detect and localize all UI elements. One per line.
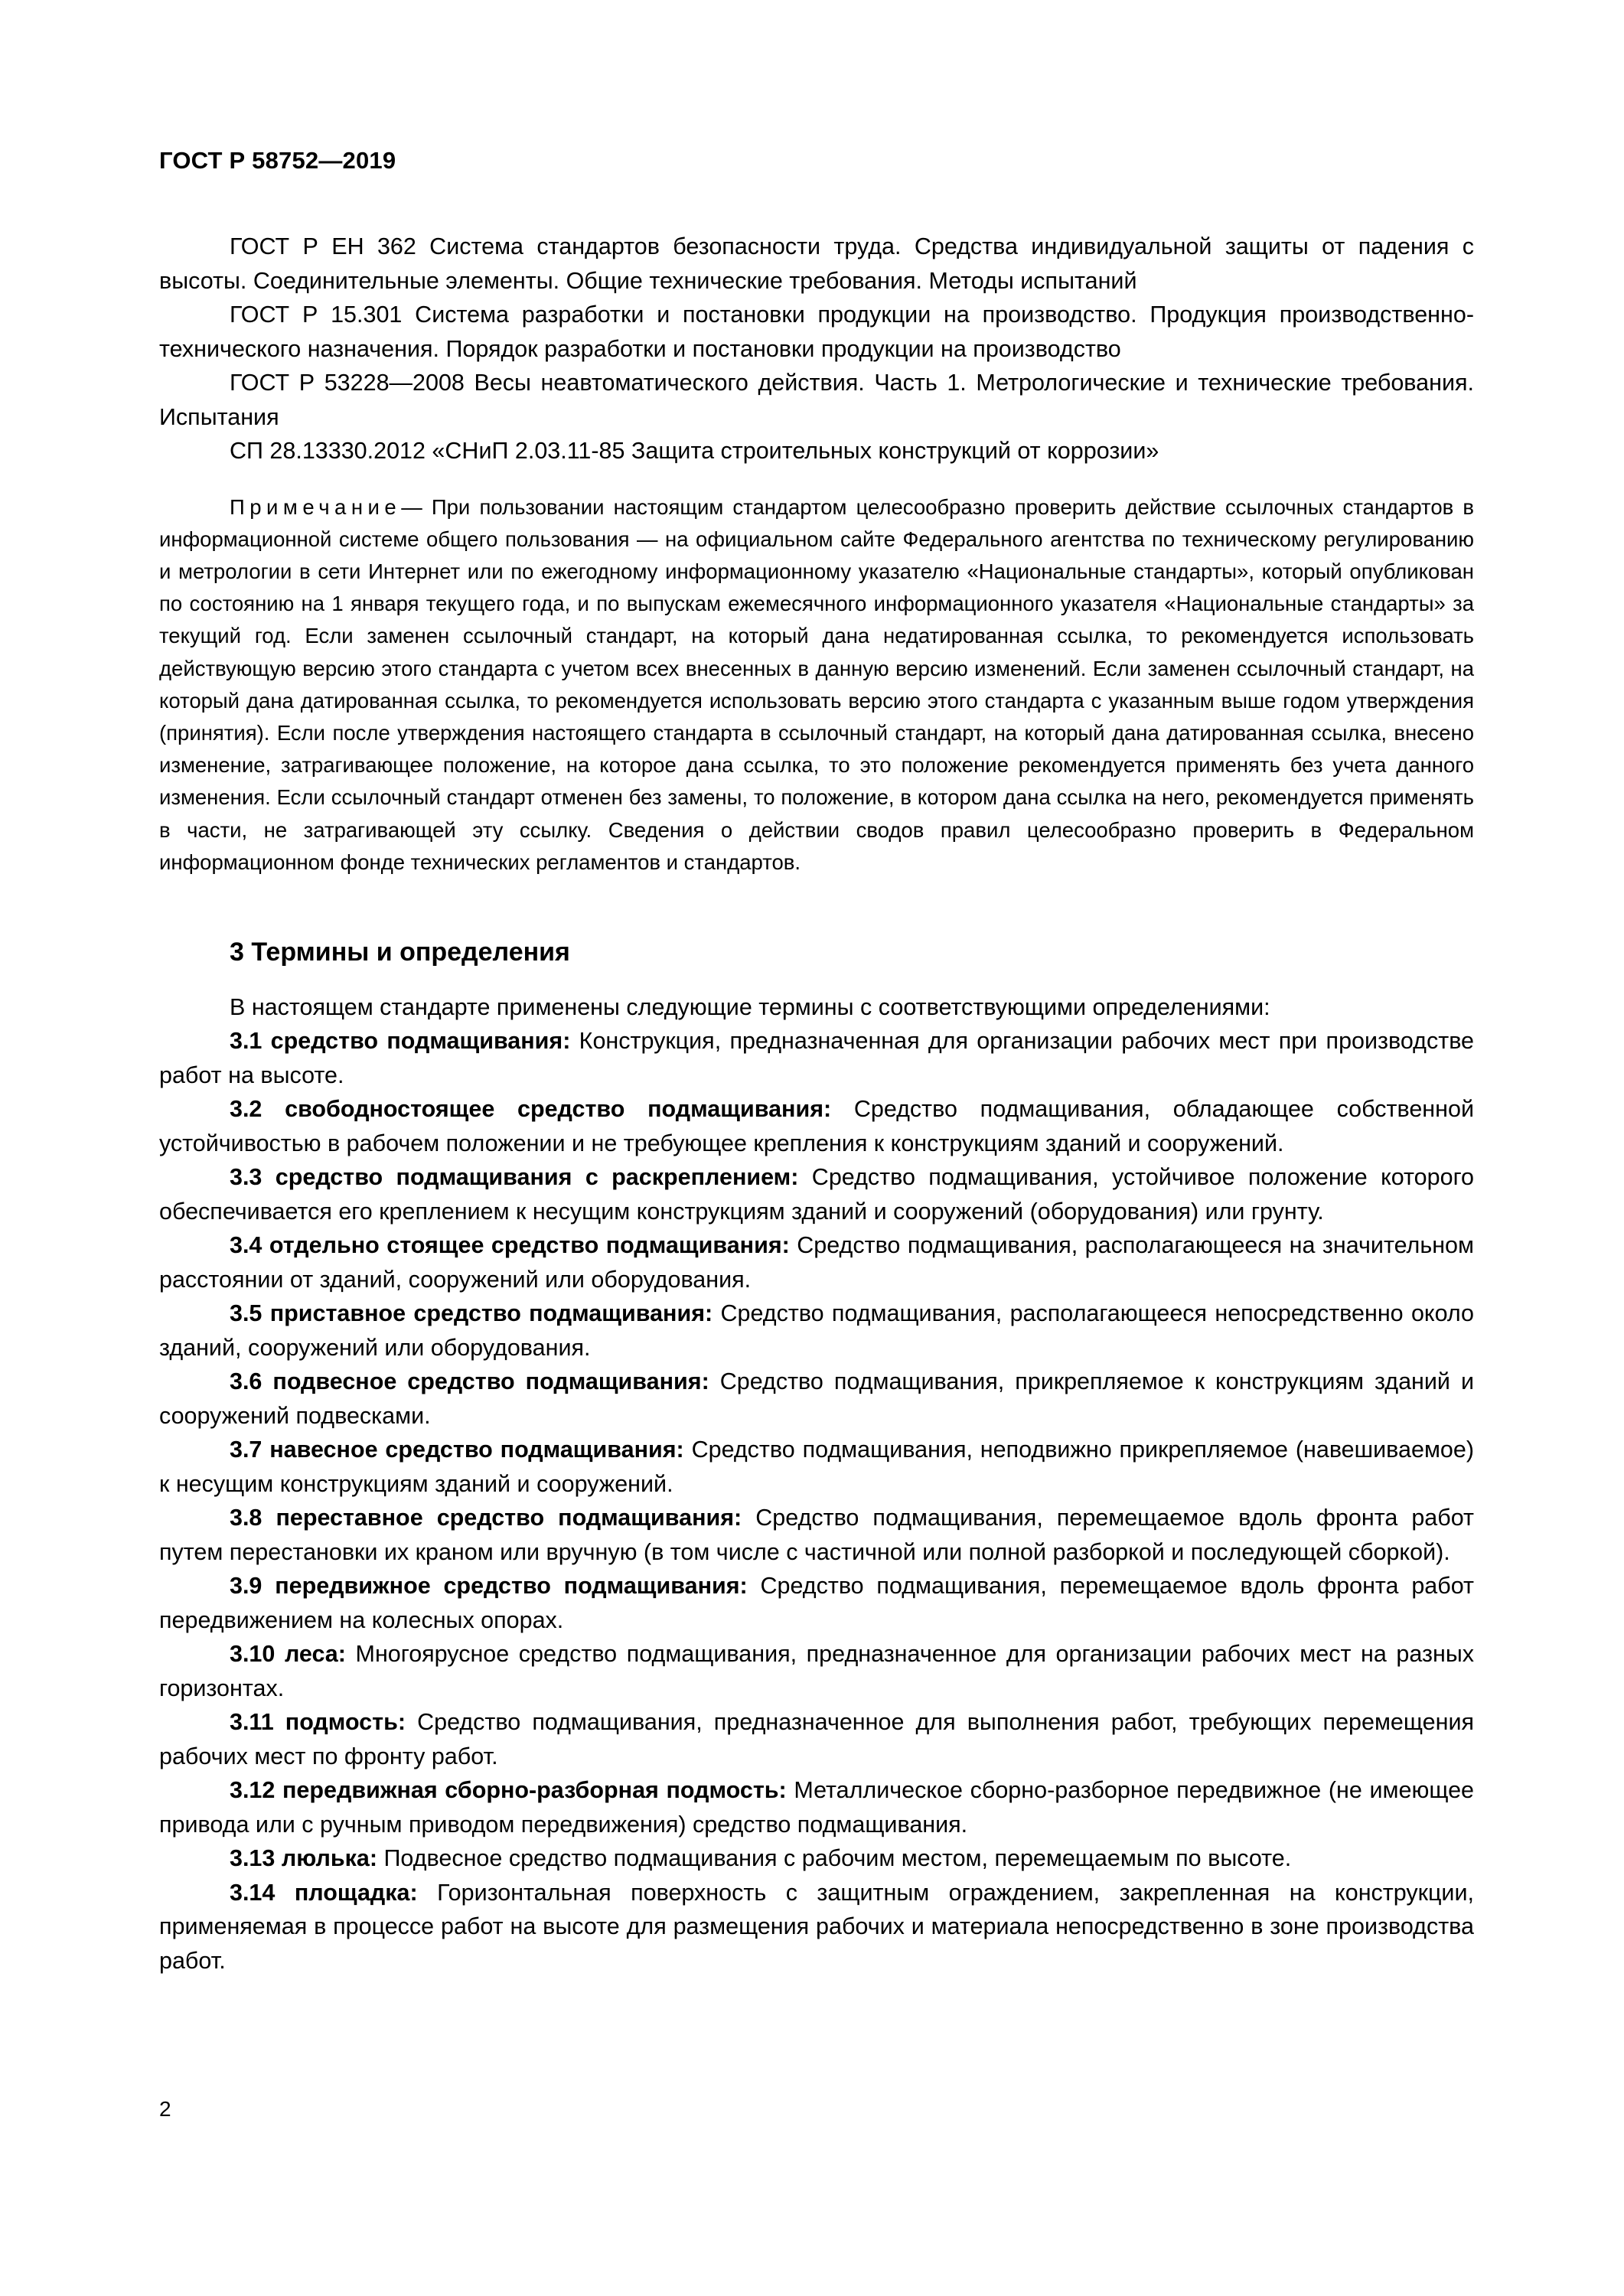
reference-item: ГОСТ Р ЕН 362 Система стандартов безопасности труда. Средства индивидуальной защиты от падения с высоты. Соединительные элементы. Общие технические требования. Методы испытаний — [159, 233, 1474, 294]
term-label: 3.13 люлька: — [230, 1845, 378, 1872]
term-label: 3.4 отдельно стоящее средство подмащивания: — [230, 1232, 790, 1259]
term-entry — [159, 1296, 1474, 1365]
term-label: 3.11 подмость: — [230, 1709, 406, 1736]
term-definition: Металлическое сборно-разборное передвижное (не имеющее привода или с ручным приводом передвижения) средство подмащивания. — [159, 1777, 1474, 1838]
term-label: 3.3 средство подмащивания с раскреплением: — [230, 1164, 799, 1191]
terms-intro: В настоящем стандарте применены следующие термины с соответствующими определениями: — [230, 993, 1270, 1020]
term-label: 3.8 переставное средство подмащивания: — [230, 1505, 742, 1531]
reference-item: СП 28.13330.2012 «СНиП 2.03.11-85 Защита строительных конструкций от коррозии» — [230, 438, 1159, 464]
term-entry — [159, 1773, 1474, 1841]
term-label: 3.1 средство подмащивания: — [230, 1028, 571, 1055]
term-definition: Средство подмащивания, прикрепляемое к конструкциям зданий и сооружений подвесками. — [159, 1368, 1474, 1429]
note-label: Примечание — [230, 494, 402, 519]
term-label: 3.5 приставное средство подмащивания: — [230, 1300, 713, 1327]
term-label: 3.14 площадка: — [230, 1879, 418, 1906]
term-entry — [159, 1705, 1474, 1773]
term-entry — [159, 1024, 1474, 1092]
term-entry — [159, 1569, 1474, 1637]
term-label: 3.6 подвесное средство подмащивания: — [230, 1368, 709, 1395]
term-entry — [159, 1433, 1474, 1501]
term-label: 3.2 свободностоящее средство подмащивания: — [230, 1096, 832, 1123]
term-entry — [159, 1876, 1474, 1978]
term-label: 3.7 навесное средство подмащивания: — [230, 1437, 684, 1463]
term-entry — [159, 1092, 1474, 1160]
term-definition: Средство подмащивания, обладающее собственной устойчивостью в рабочем положении и не требующее крепления к конструкциям зданий и сооружений. — [159, 1096, 1474, 1156]
term-entry — [159, 1841, 1474, 1876]
term-definition: Многоярусное средство подмащивания, предназначенное для организации рабочих мест на разных горизонтах. — [159, 1641, 1474, 1701]
note-text: При пользовании настоящим стандартом целесообразно проверить действие ссылочных стандартов в информационной системе общего пользования — на официальном сайте Федерального агентства по техническому регулированию и метрологии в сети Интернет или по ежегодному информационному указателю «Национальные стандарты», который опубликован по состоянию на 1 января текущего года, и по выпускам ежемесячного информационного указателя «Национальные стандарты» за текущий год. Если заменен ссылочный стандарт, на который дана недатированная ссылка, то рекомендуется использовать действующую версию этого стандарта с учетом всех внесенных в данную версию изменений. Если заменен ссылочный стандарт, на который дана датированная ссылка, то рекомендуется использовать версию этого стандарта с указанным выше годом утверждения (принятия). Если после утверждения настоящего стандарта в ссылочный стандарт, на который дана датированная ссылка, внесено изменение, затрагивающее положение, на которое дана ссылка, то это положение рекомендуется применять без учета данного изменения. Если ссылочный стандарт отменен без замены, то положение, в котором дана ссылка на него, рекомендуется применять в части, не затрагивающей эту ссылку. Сведения о действии сводов правил целесообразно проверить в Федеральном информационном фонде технических регламентов и стандартов. — [159, 494, 1475, 874]
terms-list — [159, 990, 1474, 1978]
note-dash: — — [401, 494, 422, 519]
term-definition: Конструкция, предназначенная для организации рабочих мест при производстве работ на высоте. — [159, 1028, 1475, 1088]
section-heading-terms-and-definitions: 3 Термины и определения — [230, 937, 570, 967]
term-entry — [159, 1228, 1474, 1296]
term-label: 3.9 передвижное средство подмащивания: — [230, 1573, 748, 1600]
term-label: 3.10 леса: — [230, 1641, 346, 1668]
term-definition: Средство подмащивания, перемещаемое вдоль фронта работ передвижением на колесных опорах. — [159, 1573, 1474, 1633]
term-definition: Средство подмащивания, устойчивое положение которого обеспечивается его креплением к несущим конструкциям зданий и сооружений (оборудования) или грунту. — [159, 1164, 1474, 1225]
term-entry — [159, 1637, 1474, 1705]
term-definition: Средство подмащивания, перемещаемое вдоль фронта работ путем перестановки их краном или вручную (в том числе с частичной или полной разборкой и последующей сборкой). — [159, 1505, 1474, 1565]
term-definition: Средство подмащивания, неподвижно прикрепляемое (навешиваемое) к несущим конструкциям зданий и сооружений. — [159, 1437, 1474, 1497]
running-head-standard-number: ГОСТ Р 58752—2019 — [159, 147, 396, 174]
term-definition: Подвесное средство подмащивания с рабочим местом, перемещаемым по высоте. — [383, 1845, 1292, 1872]
reference-item: ГОСТ Р 53228—2008 Весы неавтоматического действия. Часть 1. Метрологические и технические требования. Испытания — [159, 370, 1474, 430]
term-entry — [159, 1160, 1474, 1228]
reference-item: ГОСТ Р 15.301 Система разработки и постановки продукции на производство. Продукция производственно-технического назначения. Порядок разработки и постановки продукции на производство — [159, 302, 1474, 362]
term-entry — [159, 1365, 1474, 1433]
note-paragraph — [159, 491, 1474, 879]
term-definition: Горизонтальная поверхность с защитным ограждением, закрепленная на конструкции, применяемая в процессе работ на высоте для размещения рабочих и материала непосредственно в зоне производства работ. — [159, 1879, 1474, 1974]
term-definition: Средство подмащивания, располагающееся непосредственно около зданий, сооружений или оборудования. — [159, 1300, 1474, 1361]
page-number: 2 — [159, 2097, 171, 2121]
term-definition: Средство подмащивания, предназначенное для выполнения работ, требующих перемещения рабочих мест по фронту работ. — [159, 1709, 1475, 1769]
term-label: 3.12 передвижная сборно-разборная подмость: — [230, 1777, 787, 1804]
term-definition: Средство подмащивания, располагающееся на значительном расстоянии от зданий, сооружений или оборудования. — [159, 1232, 1474, 1293]
page-content — [159, 230, 1474, 1978]
term-entry — [159, 1501, 1474, 1569]
normative-references-list — [159, 230, 1474, 468]
